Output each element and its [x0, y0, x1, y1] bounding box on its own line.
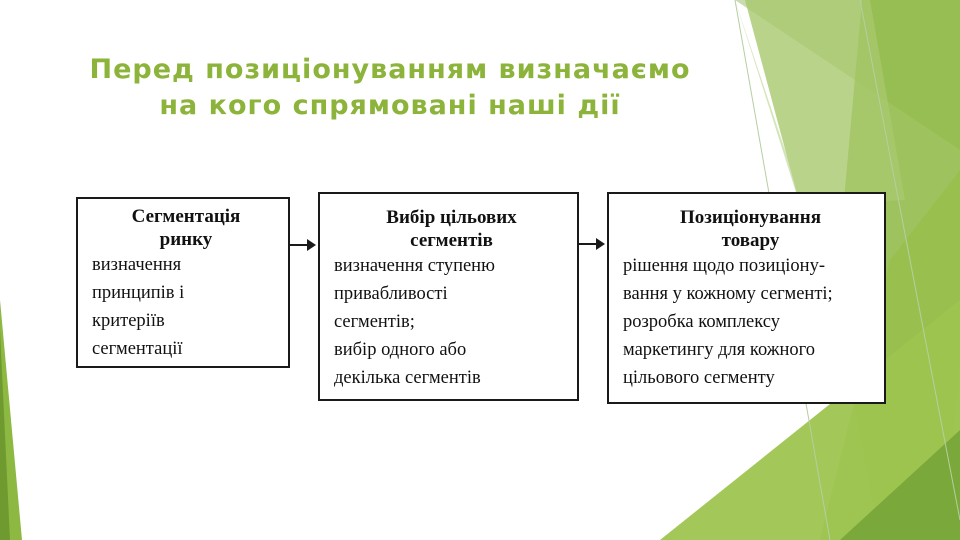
- stage-description-line: цільового сегменту: [623, 368, 775, 388]
- stage-description-line: визначення: [92, 255, 182, 275]
- stage-description-line: принципів і: [92, 283, 185, 303]
- stage-heading-line: Вибір цільових: [386, 207, 517, 228]
- stage-box-segmentation: [76, 197, 290, 368]
- stage-heading: [623, 206, 878, 252]
- stage-description-line: привабливості: [334, 284, 448, 304]
- flow-arrow: [290, 244, 314, 246]
- stage-description: [92, 251, 280, 363]
- stage-description-line: критеріїв: [92, 311, 165, 331]
- stage-description-line: визначення ступеню: [334, 256, 495, 276]
- stage-heading-line: сегментів: [410, 230, 493, 251]
- stage-description-line: розробка комплексу: [623, 312, 781, 332]
- stage-description: [334, 252, 569, 392]
- stage-description-line: маркетингу для кожного: [623, 340, 816, 360]
- stage-description: [623, 252, 878, 392]
- stage-box-positioning: [607, 192, 886, 404]
- stage-description-line: вання у кожному сегменті;: [623, 284, 833, 304]
- slide-title: [40, 52, 740, 124]
- stage-description-line: вибір одного або: [334, 340, 467, 360]
- stage-box-targeting: [318, 192, 579, 401]
- stage-heading: [334, 206, 569, 252]
- stage-heading: [92, 205, 280, 251]
- stage-description-line: сегментації: [92, 339, 183, 359]
- slide-title-line: на кого спрямовані наші дії: [159, 90, 621, 121]
- flow-arrow: [579, 243, 603, 245]
- stage-heading-line: ринку: [159, 229, 213, 250]
- stage-description-line: рішення щодо позиціону-: [623, 256, 825, 276]
- stage-heading-line: Сегментація: [131, 206, 241, 227]
- stage-description-line: декілька сегментів: [334, 368, 481, 388]
- stage-description-line: сегментів;: [334, 312, 415, 332]
- stage-heading-line: Позиціонування: [680, 207, 821, 228]
- slide-title-line: Перед позиціонуванням визначаємо: [89, 54, 691, 85]
- stage-heading-line: товару: [721, 230, 780, 251]
